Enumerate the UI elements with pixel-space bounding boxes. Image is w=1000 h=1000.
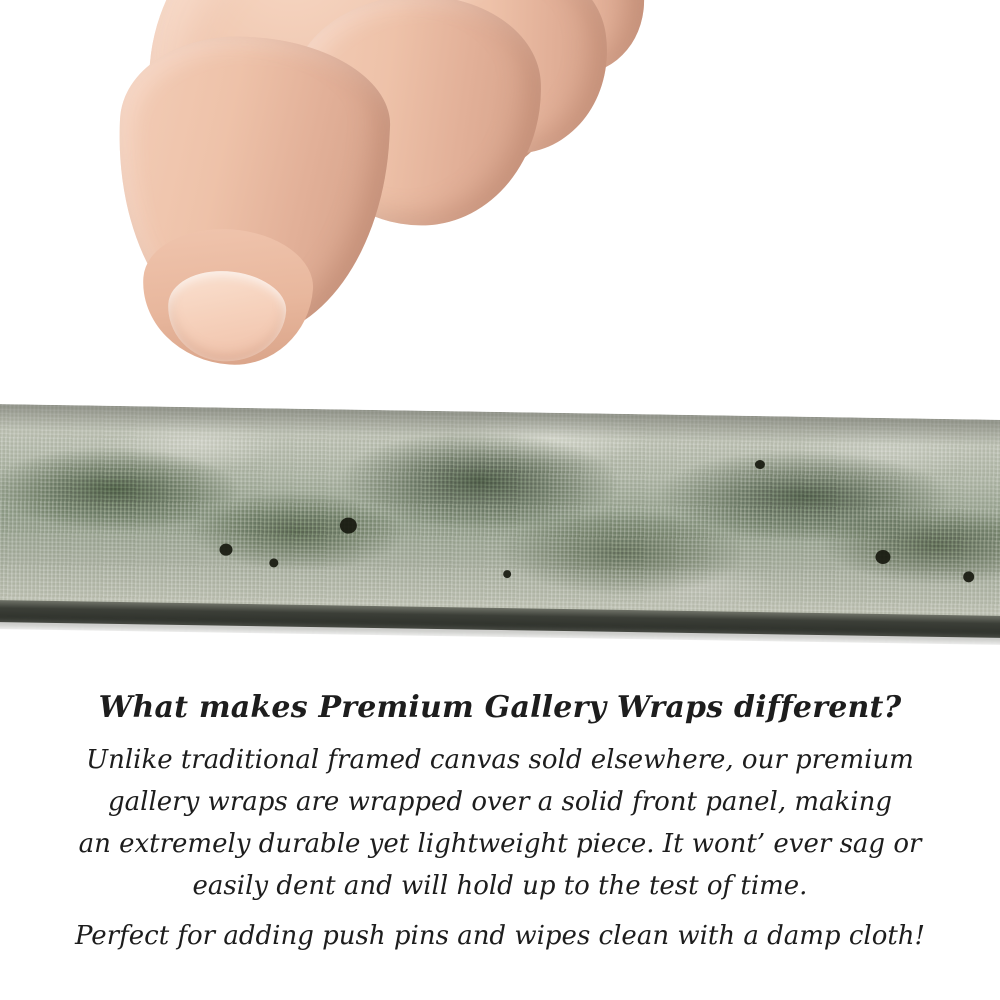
- caption-block: [0, 690, 1000, 957]
- caption-line-4: easily dent and will hold up to the test of time.: [192, 871, 808, 901]
- caption-final-line: Perfect for adding push pins and wipes clean with a damp cloth!: [74, 921, 925, 951]
- canvas-dark-speck: [219, 544, 232, 556]
- caption-line-3: an extremely durable yet lightweight piece. It wont’ ever sag or: [78, 829, 922, 859]
- canvas-dark-speck: [963, 571, 974, 582]
- canvas-dark-speck: [269, 558, 278, 567]
- hand-illustration: [76, 0, 634, 457]
- canvas-dark-speck: [503, 570, 511, 578]
- caption-line-1: Unlike traditional framed canvas sold elsewhere, our premium: [86, 745, 914, 775]
- canvas-dark-speck: [875, 550, 890, 564]
- canvas-wrap-strip: [0, 404, 1000, 645]
- caption-heading: What makes Premium Gallery Wraps different?: [98, 690, 902, 725]
- caption-line-2: gallery wraps are wrapped over a solid front panel, making: [108, 787, 892, 817]
- canvas-dark-speck: [755, 460, 765, 469]
